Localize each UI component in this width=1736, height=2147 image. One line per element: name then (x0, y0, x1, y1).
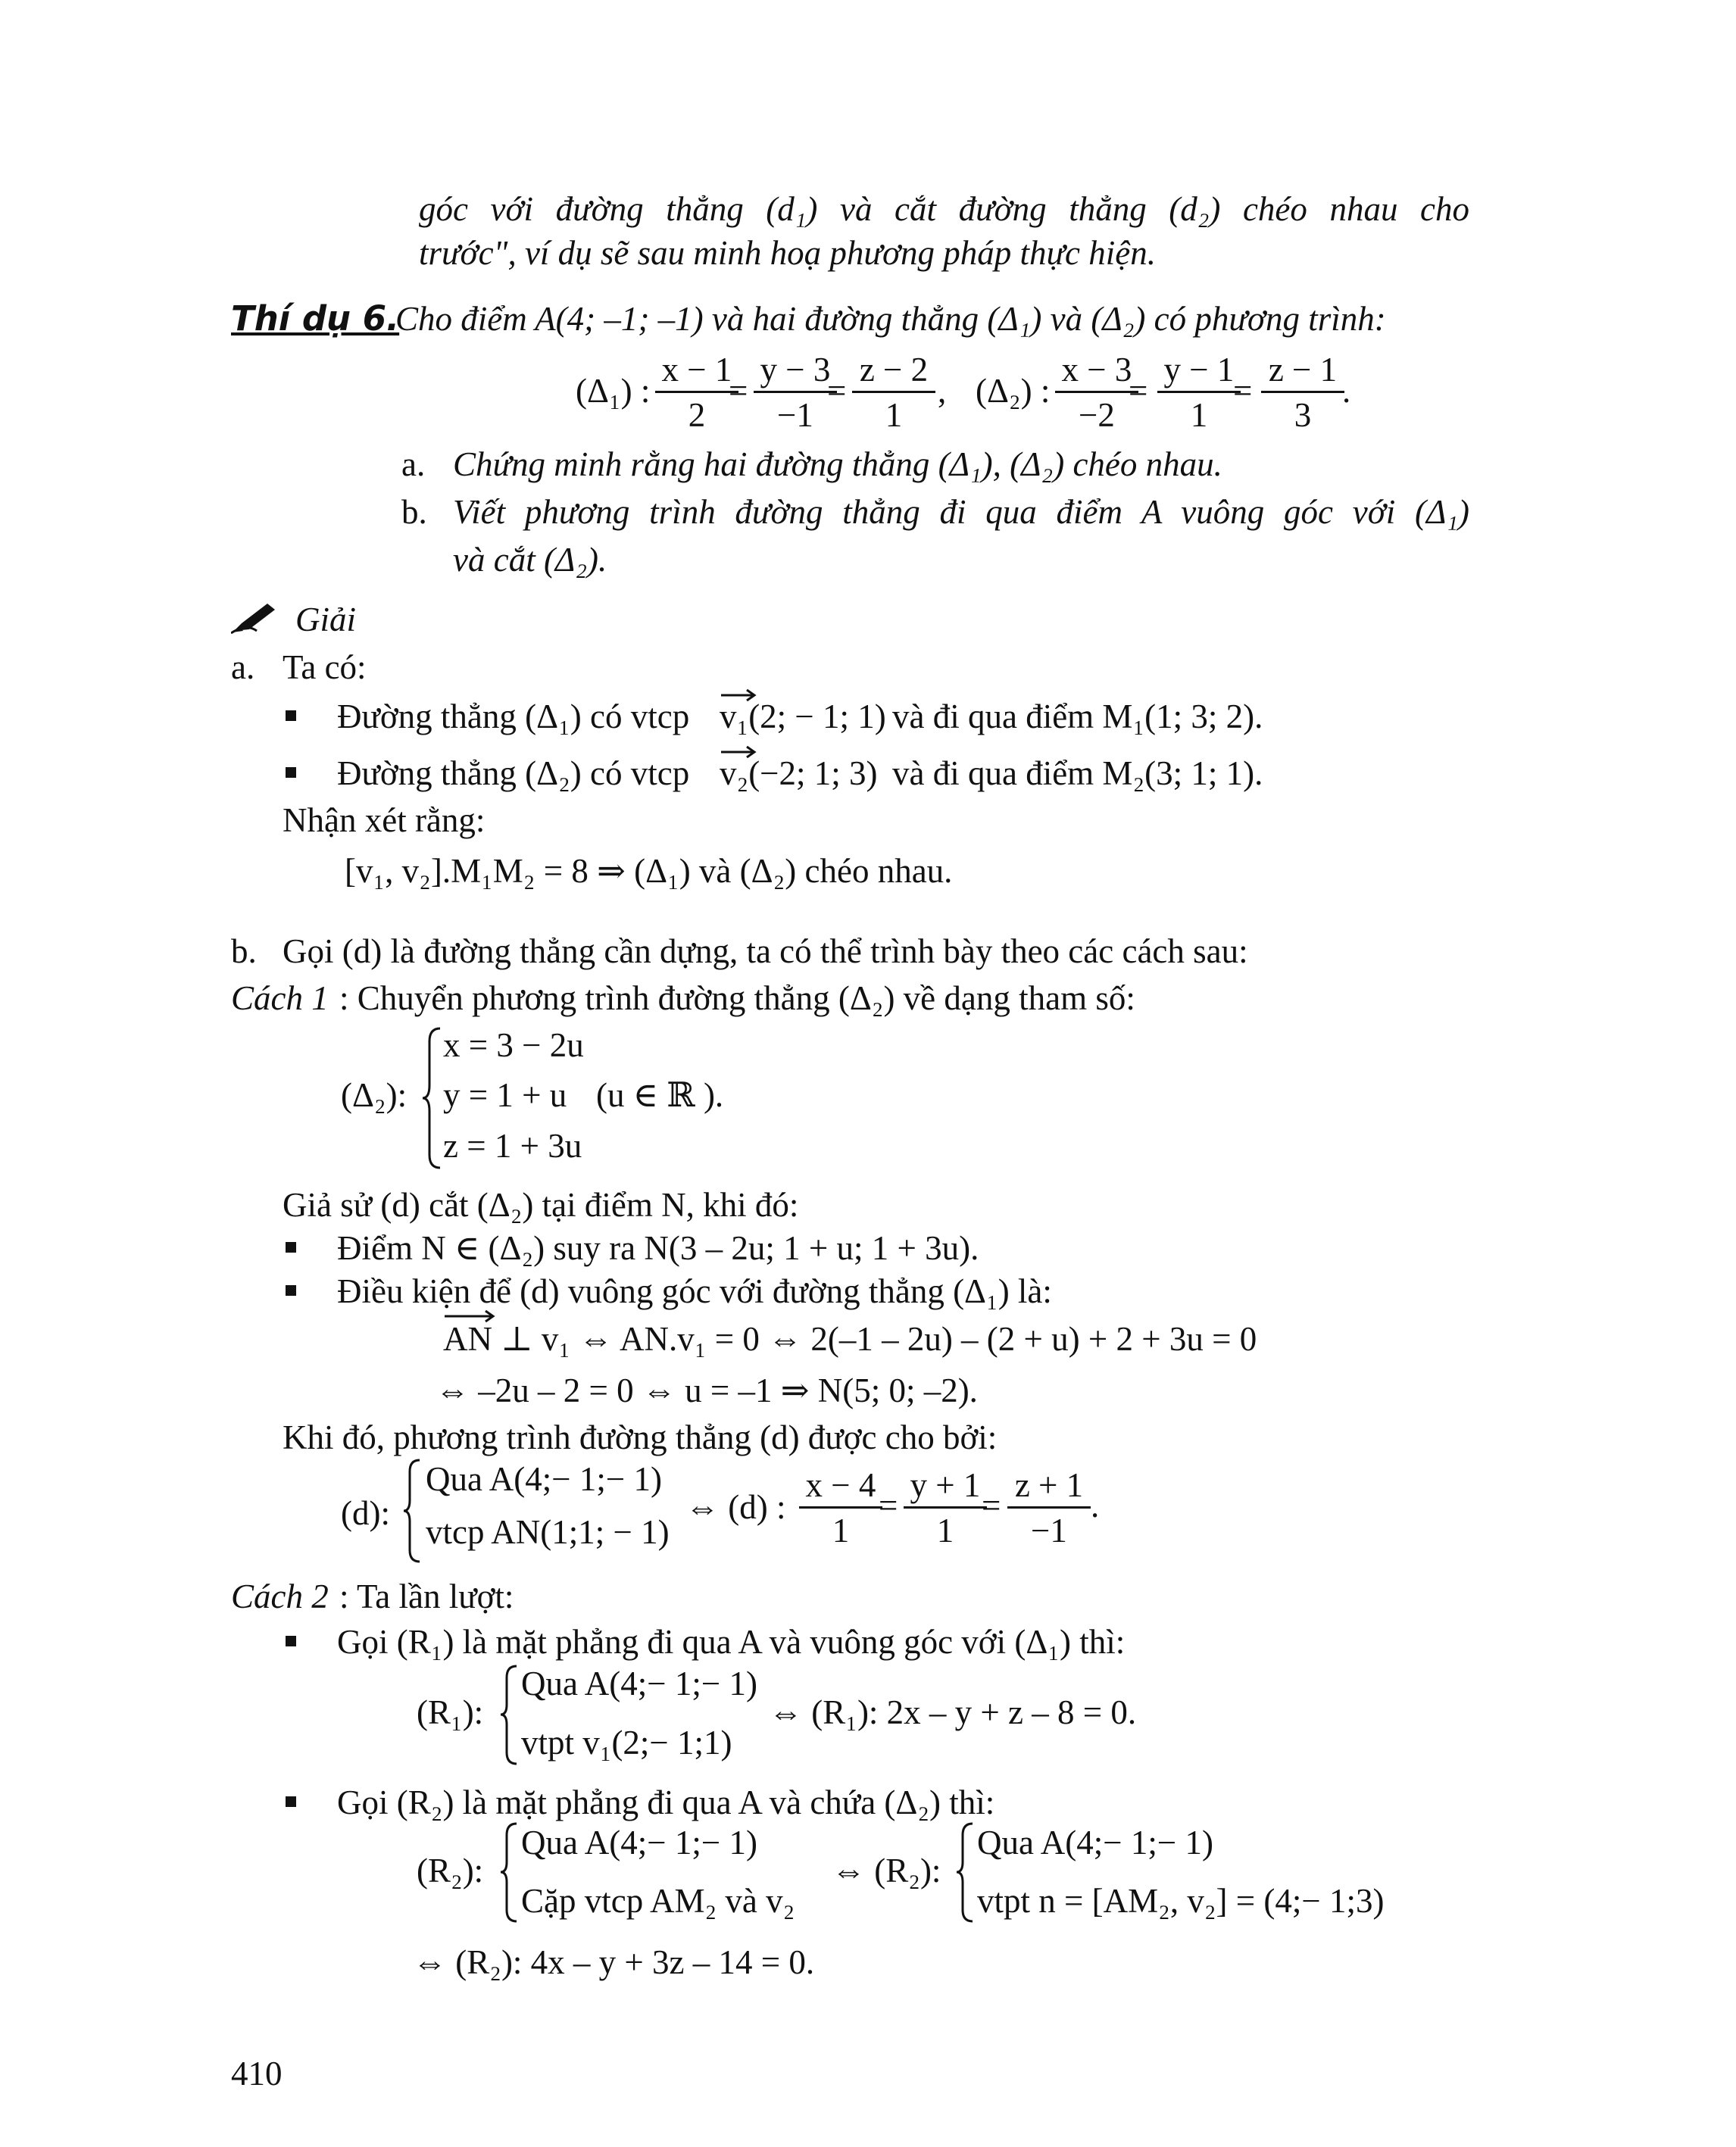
line-d-frac-2: y + 1 1 (904, 1465, 987, 1556)
delta2-frac-3: z − 1 3 (1261, 350, 1344, 441)
param-z: z = 1 + 3u (443, 1127, 582, 1165)
method-1-condition-1: AN ⊥ v₁ ⇔ AN.v₁ = 0 ⇔ 2(–1 – 2u) – (2 + u) + 2 + 3u = 0 (443, 1320, 1257, 1358)
plane-r2-equivalent: ⇔ (R₂): (832, 1852, 941, 1890)
sol-a-remark: Nhận xét rằng: (283, 801, 486, 839)
line-d-end: . (1091, 1487, 1100, 1524)
intro-line-2: trước", ví dụ sẽ sau minh hoạ phương pháp thực hiện. (419, 234, 1156, 272)
sol-a-remark-formula: [v₁, v₂].M₁M₂ = 8 ⇒ (Δ₁) và (Δ₂) chéo nhau. (345, 852, 953, 890)
delta1-frac-1: x − 1 2 (655, 350, 738, 441)
part-b-line-1: Viết phương trình đường thẳng đi qua điểm A vuông góc với (Δ₁) (453, 493, 1469, 531)
method-2-label: Cách 2 (231, 1577, 329, 1615)
bullet-icon (286, 710, 296, 721)
sol-a-bullet-2: Đường thẳng (Δ₂) có vtcp (337, 754, 690, 792)
plane-r1-result: ⇔ (R₁): 2x – y + z – 8 = 0. (769, 1693, 1137, 1731)
brace-icon (498, 1664, 520, 1766)
sol-b-intro: Gọi (d) là đường thẳng cần dựng, ta có thể trình bày theo các cách sau: (283, 932, 1248, 970)
plane-r2-normal: vtpt n = [AM₂, v₂] = (4;− 1;3) (977, 1882, 1385, 1920)
bullet-icon (286, 1636, 296, 1646)
line-d-frac-3: z + 1 −1 (1007, 1465, 1091, 1556)
delta2-frac-2: y − 1 1 (1157, 350, 1241, 441)
sol-a-bullet-2-end: và đi qua điểm M₂(3; 1; 1). (892, 754, 1263, 792)
plane-r2-through: Qua A(4;− 1;− 1) (521, 1824, 757, 1861)
delta1-label: (Δ₁) : (576, 372, 651, 410)
equals-sign: = (879, 1487, 898, 1524)
sol-a-bullet-1-vector: v₁(2; − 1; 1) (720, 697, 886, 735)
brace-icon (420, 1026, 443, 1170)
part-a-text: Chứng minh rằng hai đường thẳng (Δ₁), (Δ₂) chéo nhau. (453, 445, 1222, 483)
delta1-frac-3: z − 2 1 (852, 350, 935, 441)
line-d-direction: vtcp AN(1;1; − 1) (426, 1513, 670, 1551)
pencil-writing-icon (231, 601, 278, 634)
plane-r1-label: (R₁): (417, 1693, 484, 1731)
plane-r1-normal: vtpt v₁(2;− 1;1) (521, 1724, 732, 1762)
method-1-bullet-1: Điểm N ∈ (Δ₂) suy ra N(3 – 2u; 1 + u; 1 + 3u). (337, 1229, 979, 1267)
part-b-line-2: và cắt (Δ₂). (453, 541, 607, 579)
equals-sign: = (827, 372, 847, 410)
method-2-text: : Ta lần lượt: (339, 1577, 514, 1615)
eq-separator: , (938, 372, 947, 410)
bullet-icon (286, 1242, 296, 1253)
method-1-label: Cách 1 (231, 979, 329, 1017)
page-number: 410 (231, 2055, 283, 2092)
method-1-then: Khi đó, phương trình đường thẳng (d) được cho bởi: (283, 1418, 998, 1456)
param-x: x = 3 − 2u (443, 1026, 584, 1064)
param-system-label: (Δ₂): (341, 1076, 407, 1114)
equals-sign: = (729, 372, 748, 410)
sol-b-marker: b. (231, 932, 257, 970)
brace-icon (954, 1821, 976, 1924)
sol-a-marker: a. (231, 648, 255, 686)
example-label: Thí dụ 6. (231, 298, 400, 339)
sol-a-intro: Ta có: (283, 648, 367, 686)
method-1-condition-2: ⇔ –2u – 2 = 0 ⇔ u = –1 ⇒ N(5; 0; –2). (436, 1372, 978, 1409)
line-d-eq-label: ⇔ (d) : (685, 1488, 786, 1526)
example-statement: Cho điểm A(4; –1; –1) và hai đường thẳng (Δ₁) và (Δ₂) có phương trình: (395, 300, 1386, 338)
delta2-label: (Δ₂) : (976, 372, 1051, 410)
solution-title: Giải (295, 601, 357, 638)
equals-sign: = (1233, 372, 1253, 410)
delta1-frac-2: y − 3 −1 (754, 350, 837, 441)
sol-a-bullet-2-vector: v₂(−2; 1; 3) (720, 754, 878, 792)
bullet-icon (286, 1285, 296, 1296)
line-d-label: (d): (341, 1494, 390, 1532)
method-2-bullet-1: Gọi (R₁) là mặt phẳng đi qua A và vuông góc với (Δ₁) thì: (337, 1623, 1126, 1661)
brace-icon (498, 1821, 520, 1924)
param-y: y = 1 + u (443, 1076, 567, 1114)
part-a-marker: a. (401, 445, 426, 483)
method-1-text: : Chuyển phương trình đường thẳng (Δ₂) về dạng tham số: (339, 979, 1135, 1017)
bullet-icon (286, 1796, 296, 1807)
bullet-icon (286, 767, 296, 778)
param-range: (u ∈ ℝ ). (596, 1076, 724, 1114)
line-d-frac-1: x − 4 1 (799, 1465, 882, 1556)
equals-sign: = (982, 1487, 1001, 1524)
plane-r2-directions: Cặp vtcp AM₂ và v₂ (521, 1882, 795, 1920)
method-1-suppose: Giả sử (d) cắt (Δ₂) tại điểm N, khi đó: (283, 1186, 799, 1224)
part-b-marker: b. (401, 493, 427, 531)
eq-end: . (1342, 372, 1351, 410)
plane-r2-through-2: Qua A(4;− 1;− 1) (977, 1824, 1213, 1861)
equals-sign: = (1129, 372, 1148, 410)
intro-line-1: góc với đường thẳng (d₁) và cắt đường thẳng (d₂) chéo nhau cho (419, 190, 1469, 228)
plane-r2-result: ⇔ (R₂): 4x – y + 3z – 14 = 0. (413, 1943, 815, 1981)
method-1-bullet-2: Điều kiện để (d) vuông góc với đường thẳng (Δ₁) là: (337, 1272, 1052, 1310)
method-2-bullet-2: Gọi (R₂) là mặt phẳng đi qua A và chứa (Δ₂) thì: (337, 1783, 995, 1821)
brace-icon (401, 1458, 423, 1564)
sol-a-bullet-1: Đường thẳng (Δ₁) có vtcp (337, 697, 690, 735)
plane-r2-label: (R₂): (417, 1852, 484, 1890)
plane-r1-through: Qua A(4;− 1;− 1) (521, 1665, 757, 1702)
delta2-frac-1: x − 3 −2 (1055, 350, 1138, 441)
line-d-through: Qua A(4;− 1;− 1) (426, 1460, 662, 1498)
sol-a-bullet-1-end: và đi qua điểm M₁(1; 3; 2). (892, 697, 1263, 735)
